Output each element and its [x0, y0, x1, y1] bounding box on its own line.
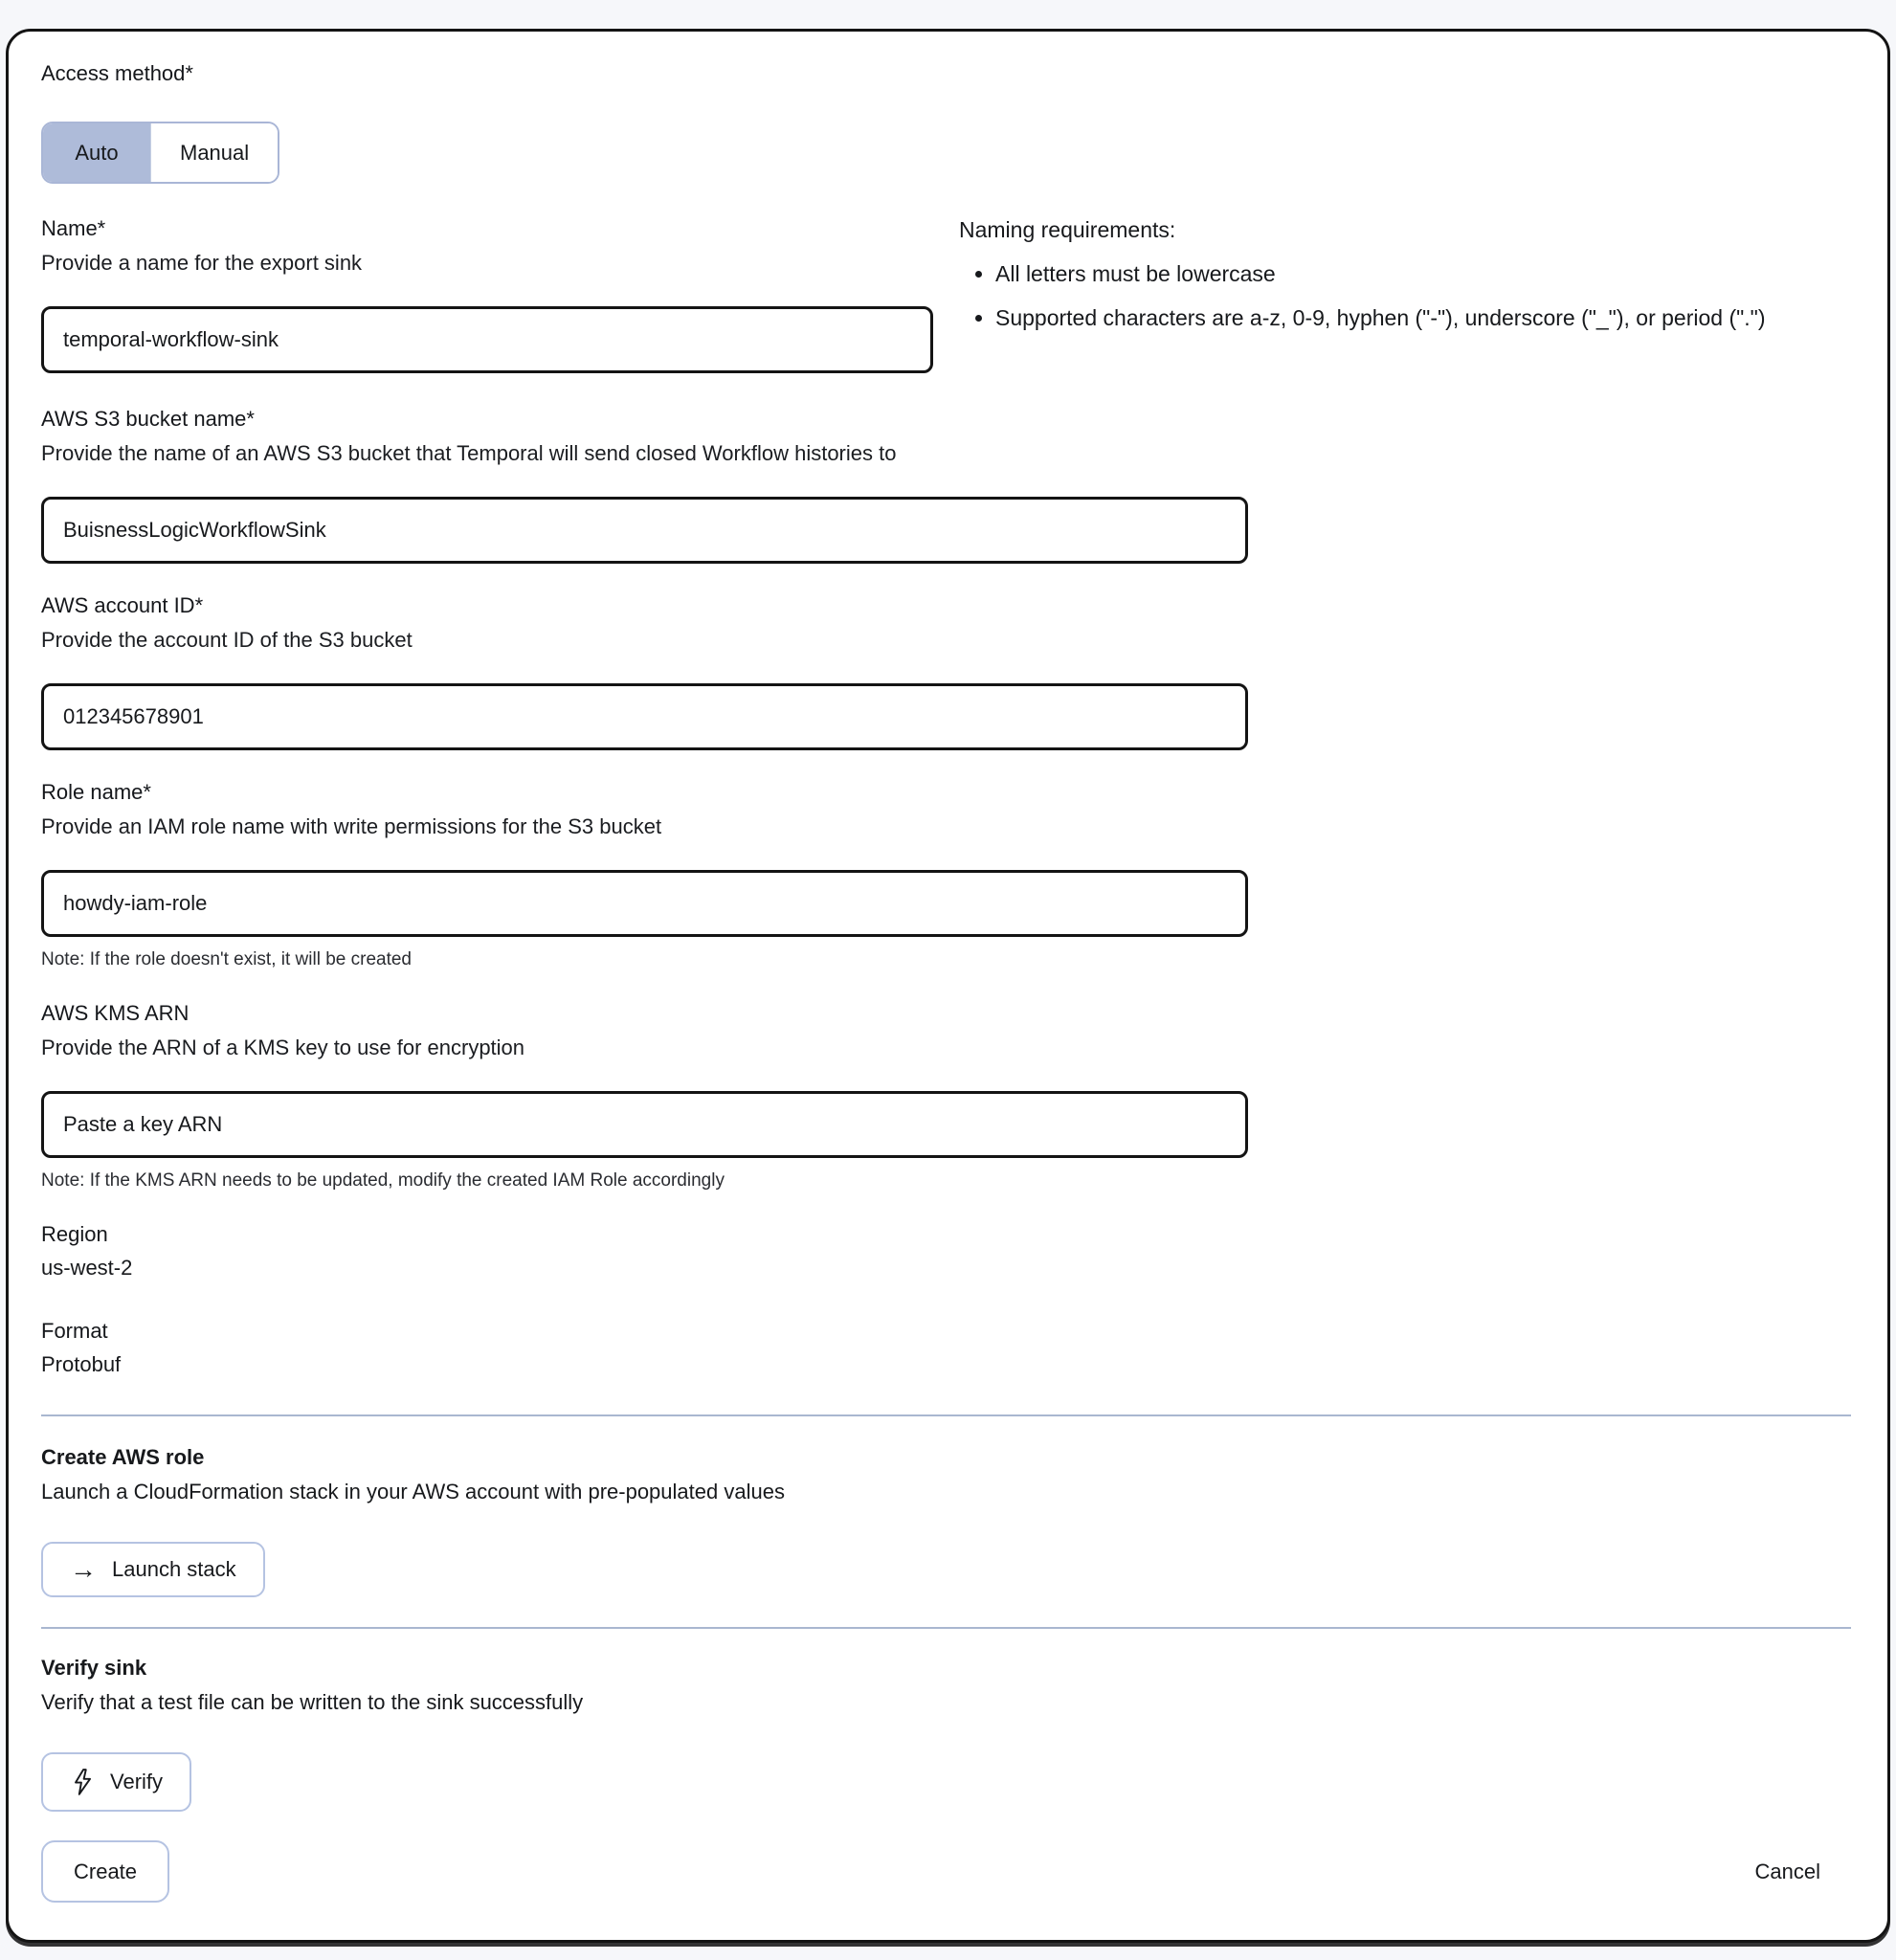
launch-stack-button[interactable] — [41, 1542, 265, 1597]
create-aws-role-description: Launch a CloudFormation stack in your AWS account with pre-populated values — [41, 1480, 785, 1503]
section-divider — [41, 1414, 1851, 1416]
access-method-option-auto[interactable]: Auto — [43, 123, 150, 182]
lightning-icon — [70, 1768, 95, 1796]
arrow-right-icon: → — [70, 1554, 97, 1584]
role-name-label: Role name* — [41, 780, 151, 804]
account-id-field-group — [41, 592, 1851, 750]
name-label: Name* — [41, 216, 106, 240]
access-method-label: Access method* — [41, 61, 193, 85]
form-actions — [41, 1840, 1851, 1903]
format-label: Format — [41, 1319, 108, 1343]
name-field-group — [41, 215, 933, 373]
kms-arn-description: Provide the ARN of a KMS key to use for encryption — [41, 1036, 525, 1059]
role-name-field-group — [41, 779, 1851, 971]
naming-requirements-list — [959, 259, 1851, 332]
s3-bucket-label: AWS S3 bucket name* — [41, 407, 255, 431]
role-name-note: Note: If the role doesn't exist, it will be created — [41, 949, 412, 969]
kms-arn-note: Note: If the KMS ARN needs to be updated, modify the created IAM Role accordingly — [41, 1170, 725, 1191]
s3-bucket-field-group — [41, 406, 1851, 564]
format-value: Protobuf — [41, 1352, 122, 1376]
launch-stack-button-label: Launch stack — [112, 1557, 236, 1581]
kms-arn-input[interactable] — [41, 1091, 1248, 1158]
s3-bucket-input[interactable] — [41, 497, 1248, 564]
kms-arn-label: AWS KMS ARN — [41, 1001, 190, 1025]
kms-arn-field-group — [41, 1000, 1851, 1192]
verify-sink-section — [41, 1655, 1851, 1812]
access-method-toggle — [41, 122, 279, 184]
naming-requirement-item: • All letters must be lowercase — [995, 259, 1851, 288]
s3-bucket-description: Provide the name of an AWS S3 bucket that Temporal will send closed Workflow histories to — [41, 441, 897, 465]
naming-requirements — [959, 215, 1851, 347]
verify-sink-description: Verify that a test file can be written to the sink successfully — [41, 1690, 584, 1714]
region-label: Region — [41, 1222, 108, 1246]
role-name-description: Provide an IAM role name with write permissions for the S3 bucket — [41, 814, 662, 838]
format-block — [41, 1318, 1851, 1378]
create-aws-role-section — [41, 1444, 1851, 1597]
account-id-description: Provide the account ID of the S3 bucket — [41, 628, 413, 652]
account-id-label: AWS account ID* — [41, 593, 204, 617]
section-divider — [41, 1627, 1851, 1629]
export-sink-form-card — [6, 29, 1890, 1943]
naming-requirement-item: • Supported characters are a-z, 0-9, hyphen ("-"), underscore ("_"), or period (".") — [995, 303, 1851, 332]
name-description: Provide a name for the export sink — [41, 251, 363, 275]
name-and-requirements-row — [41, 215, 1851, 373]
naming-requirements-title: Naming requirements: — [959, 217, 1176, 242]
role-name-input[interactable] — [41, 870, 1248, 937]
access-method-option-manual[interactable]: Manual — [150, 123, 278, 182]
name-input[interactable] — [41, 306, 933, 373]
create-button[interactable]: Create — [41, 1840, 169, 1903]
verify-sink-title: Verify sink — [41, 1656, 147, 1680]
region-value: us-west-2 — [41, 1256, 133, 1280]
create-aws-role-title: Create AWS role — [41, 1445, 205, 1469]
cancel-button[interactable]: Cancel — [1754, 1859, 1820, 1883]
verify-button[interactable] — [41, 1752, 191, 1812]
region-block — [41, 1221, 1851, 1281]
account-id-input[interactable] — [41, 683, 1248, 750]
verify-button-label: Verify — [110, 1770, 164, 1793]
